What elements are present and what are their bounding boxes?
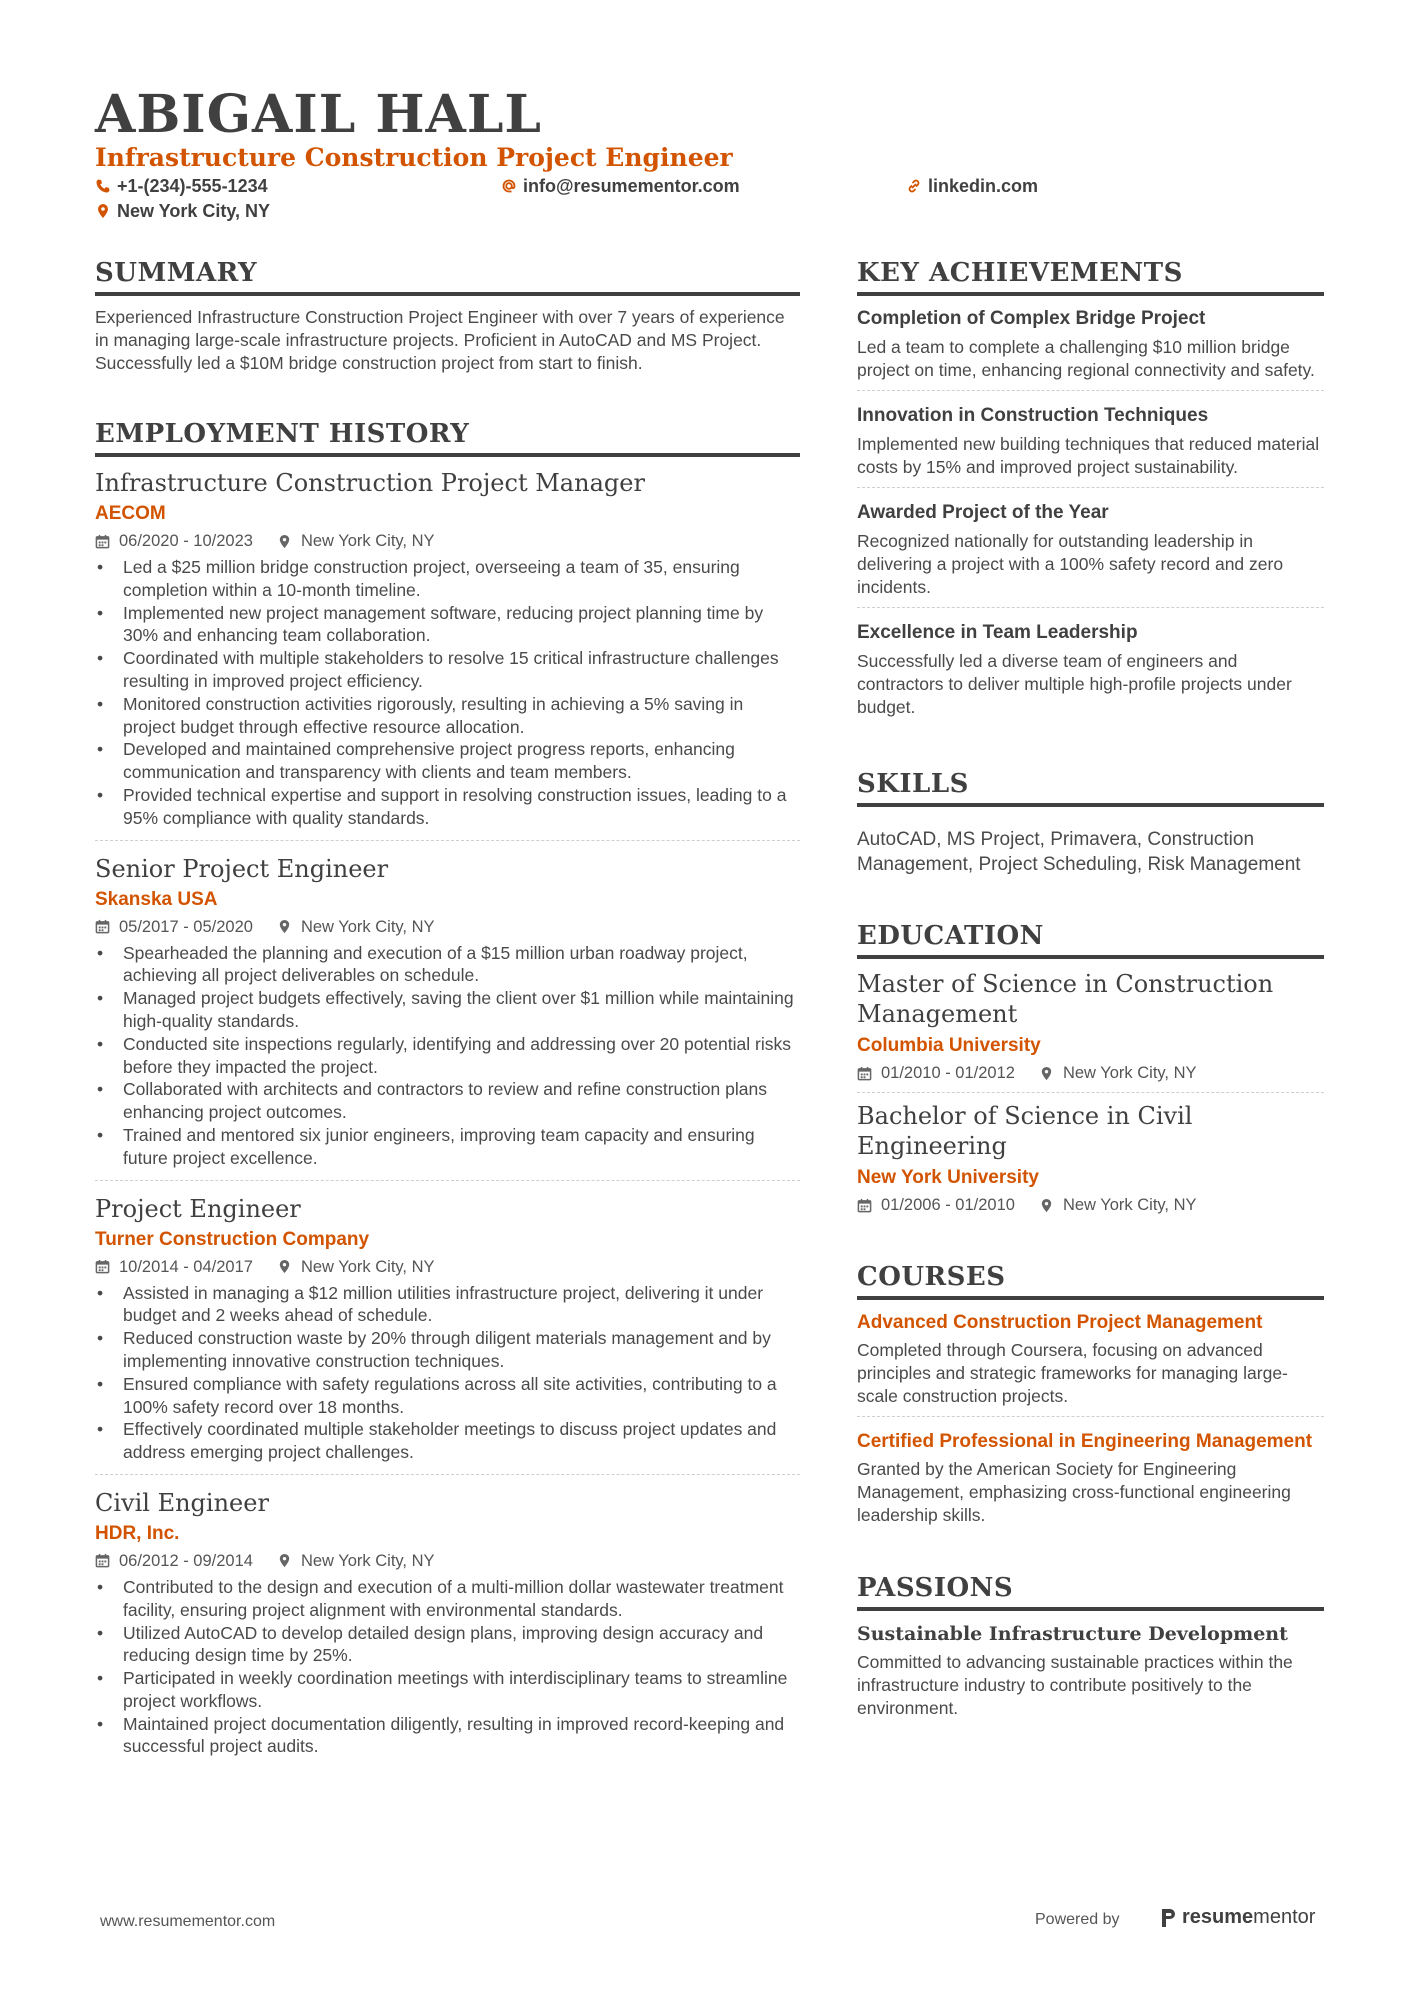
company-name: Turner Construction Company (95, 1228, 370, 1250)
location: New York City, NY (300, 532, 435, 550)
contact-linkedin[interactable] (906, 175, 1038, 197)
date-location-row (95, 1255, 800, 1279)
achievement-item (857, 500, 1324, 608)
achievement-item (857, 620, 1324, 727)
job-bullet: • Provided technical expertise and support in resolving construction issues, leading to a 95% compliance with quality standards. (95, 784, 800, 830)
employment-heading: EMPLOYMENT HISTORY (95, 417, 800, 457)
passions-heading: PASSIONS (857, 1571, 1324, 1611)
contact-phone[interactable] (95, 175, 268, 197)
job-title: Civil Engineer (95, 1488, 269, 1517)
job-entry (95, 1193, 800, 1475)
candidate-title: Infrastructure Construction Project Engineer (95, 143, 733, 172)
brand-logo-icon (1160, 1907, 1176, 1929)
footer-powered-by: Powered by (1035, 1911, 1120, 1928)
company-name: Skanska USA (95, 888, 218, 910)
passion-item (857, 1621, 1324, 1728)
job-bullet: • Monitored construction activities rigorously, resulting in achieving a 5% saving in project budget through effective resource allocation. (95, 693, 800, 739)
linkedin-text: linkedin.com (928, 176, 1039, 196)
email-text: info@resumementor.com (523, 176, 740, 196)
achievement-title: Completion of Complex Bridge Project (857, 308, 1206, 329)
phone-icon (95, 178, 111, 194)
calendar-icon (95, 1553, 110, 1568)
calendar-icon (95, 1259, 110, 1274)
job-bullet: • Led a $25 million bridge construction project, overseeing a team of 35, ensuring completion within a 10-month timeline. (95, 556, 800, 602)
education-item (857, 1101, 1324, 1224)
job-bullet: • Maintained project documentation diligently, resulting in improved record-keeping and successful project audits. (95, 1713, 800, 1759)
date-location-row (857, 1061, 1324, 1085)
date-range: 06/2012 - 09/2014 (119, 1551, 253, 1570)
job-bullet: • Spearheaded the planning and execution of a $15 million urban roadway project, achieving all project deliverables on schedule. (95, 942, 800, 988)
calendar-icon (95, 919, 110, 934)
skills-heading: SKILLS (857, 767, 1324, 807)
school-name: Columbia University (857, 1035, 1041, 1056)
location-pin-icon (277, 1259, 292, 1274)
footer-brand-logo[interactable] (1160, 1906, 1315, 1929)
job-title: Project Engineer (95, 1194, 301, 1223)
brand-name-light: mentor (1253, 1906, 1316, 1928)
job-bullet: • Reduced construction waste by 20% through diligent materials management and by implementing innovative construction techniques. (95, 1327, 800, 1373)
footer-url[interactable]: www.resumementor.com (100, 1913, 276, 1930)
location-pin-icon (277, 534, 292, 549)
education-list (857, 969, 1324, 1224)
degree-title: Master of Science in Construction Management (857, 970, 1274, 1028)
location-pin-icon (1039, 1198, 1054, 1213)
course-text: Completed through Coursera, focusing on advanced principles and strategic frameworks for managing large-scale construction projects. (857, 1340, 1288, 1406)
summary-section (95, 256, 800, 375)
course-title: Certified Professional in Engineering Management (857, 1431, 1313, 1452)
calendar-icon (857, 1066, 872, 1081)
location-text: New York City, NY (117, 201, 271, 221)
course-item (857, 1429, 1324, 1535)
achievement-text: Implemented new building techniques that reduced material costs by 15% and improved project sustainability. (857, 434, 1320, 477)
passion-title: Sustainable Infrastructure Development (857, 1623, 1288, 1645)
link-icon (906, 178, 922, 194)
passions-list (857, 1621, 1324, 1728)
achievements-heading: KEY ACHIEVEMENTS (857, 256, 1324, 296)
job-bullet: • Collaborated with architects and contractors to review and refine construction plans enhancing project outcomes. (95, 1078, 800, 1124)
school-name: New York University (857, 1167, 1039, 1188)
job-bullets (95, 1282, 800, 1464)
phone-text: +1-(234)-555-1234 (117, 176, 268, 196)
location-pin-icon (95, 203, 111, 219)
date-range: 01/2006 - 01/2010 (881, 1196, 1015, 1214)
education-heading: EDUCATION (857, 919, 1324, 959)
right-column (857, 256, 1324, 1728)
education-item (857, 969, 1324, 1093)
date-range: 05/2017 - 05/2020 (119, 917, 253, 936)
summary-heading: SUMMARY (95, 256, 800, 296)
job-bullet: • Managed project budgets effectively, saving the client over $1 million while maintaining high-quality standards. (95, 987, 800, 1033)
achievement-item (857, 403, 1324, 488)
job-bullet: • Contributed to the design and execution of a multi-million dollar wastewater treatment facility, ensuring project alignment with environmental standards. (95, 1576, 800, 1622)
passions-section (857, 1571, 1324, 1728)
job-bullets (95, 942, 800, 1170)
at-icon (501, 178, 517, 194)
candidate-name: ABIGAIL HALL (95, 84, 542, 145)
passion-text: Committed to advancing sustainable practices within the infrastructure industry to contribute positively to the environment. (857, 1652, 1293, 1718)
skills-section (857, 767, 1324, 877)
job-bullet: • Developed and maintained comprehensive project progress reports, enhancing communication and transparency with clients and team members. (95, 738, 800, 784)
company-name: AECOM (95, 503, 166, 524)
courses-heading: COURSES (857, 1260, 1324, 1300)
company-name: HDR, Inc. (95, 1522, 180, 1544)
courses-section (857, 1260, 1324, 1535)
location: New York City, NY (300, 1257, 435, 1276)
location: New York City, NY (300, 1551, 435, 1570)
job-bullet: • Assisted in managing a $12 million utilities infrastructure project, delivering it under budget and 2 weeks ahead of schedule. (95, 1282, 800, 1328)
skills-text: AutoCAD, MS Project, Primavera, Construction Management, Project Scheduling, Risk Management (857, 829, 1301, 875)
job-entry (95, 467, 800, 841)
date-location-row (857, 1193, 1324, 1217)
date-location-row (95, 529, 800, 553)
location: New York City, NY (1062, 1064, 1197, 1082)
job-title: Infrastructure Construction Project Manager (95, 469, 645, 497)
job-bullet: • Conducted site inspections regularly, identifying and addressing over 20 potential risks before they impacted the project. (95, 1033, 800, 1079)
achievement-title: Innovation in Construction Techniques (857, 405, 1209, 426)
date-location-row (95, 915, 800, 939)
course-item (857, 1310, 1324, 1417)
achievement-title: Awarded Project of the Year (857, 502, 1109, 523)
location: New York City, NY (300, 917, 435, 936)
achievement-text: Recognized nationally for outstanding leadership in delivering a project with a 100% safety record and zero incidents. (857, 531, 1284, 597)
brand-name-bold: resume (1182, 1906, 1254, 1928)
job-bullet: • Trained and mentored six junior engineers, improving team capacity and ensuring future project excellence. (95, 1124, 800, 1170)
jobs-list (95, 467, 800, 1768)
course-text: Granted by the American Society for Engineering Management, emphasizing cross-functional engineering leadership skills. (857, 1459, 1291, 1525)
date-location-row (95, 1549, 800, 1573)
job-bullets (95, 556, 800, 830)
calendar-icon (857, 1198, 872, 1213)
location-pin-icon (277, 919, 292, 934)
job-bullet: • Coordinated with multiple stakeholders to resolve 15 critical infrastructure challenges resulting in improved project efficiency. (95, 647, 800, 693)
contact-location (95, 200, 270, 222)
job-bullet: • Utilized AutoCAD to develop detailed design plans, improving design accuracy and reducing design time by 25%. (95, 1622, 800, 1668)
employment-section (95, 417, 800, 1768)
course-title: Advanced Construction Project Management (857, 1312, 1263, 1333)
achievement-title: Excellence in Team Leadership (857, 622, 1138, 643)
education-section (857, 919, 1324, 1224)
job-bullet: • Effectively coordinated multiple stakeholder meetings to discuss project updates and address emerging project challenges. (95, 1418, 800, 1464)
job-bullet: • Ensured compliance with safety regulations across all site activities, contributing to a 100% safety record over 18 months. (95, 1373, 800, 1419)
achievement-text: Successfully led a diverse team of engineers and contractors to deliver multiple high-profile projects under budget. (857, 651, 1292, 717)
courses-list (857, 1310, 1324, 1535)
location-pin-icon (1039, 1066, 1054, 1081)
job-entry (95, 853, 800, 1181)
date-range: 06/2020 - 10/2023 (119, 532, 253, 550)
calendar-icon (95, 534, 110, 549)
achievement-item (857, 306, 1324, 391)
contact-email[interactable] (501, 175, 740, 197)
job-bullet: • Implemented new project management software, reducing project planning time by 30% and enhancing team collaboration. (95, 602, 800, 648)
summary-text: Experienced Infrastructure Construction Project Engineer with over 7 years of experience in managing large-scale infrastructure projects. Proficient in AutoCAD and MS Project. Successfully led a $10M bridge construction project from start to finish. (95, 307, 785, 373)
location: New York City, NY (1062, 1196, 1197, 1214)
job-bullets (95, 1576, 800, 1758)
date-range: 10/2014 - 04/2017 (119, 1257, 253, 1276)
job-title: Senior Project Engineer (95, 854, 389, 883)
achievements-list (857, 306, 1324, 727)
degree-title: Bachelor of Science in Civil Engineering (857, 1102, 1193, 1160)
achievements-section (857, 256, 1324, 727)
job-bullet: • Participated in weekly coordination meetings with interdisciplinary teams to streamline project workflows. (95, 1667, 800, 1713)
left-column (95, 256, 800, 1780)
job-entry (95, 1487, 800, 1768)
date-range: 01/2010 - 01/2012 (881, 1064, 1015, 1082)
location-pin-icon (277, 1553, 292, 1568)
achievement-text: Led a team to complete a challenging $10 million bridge project on time, enhancing regional connectivity and safety. (857, 337, 1315, 380)
